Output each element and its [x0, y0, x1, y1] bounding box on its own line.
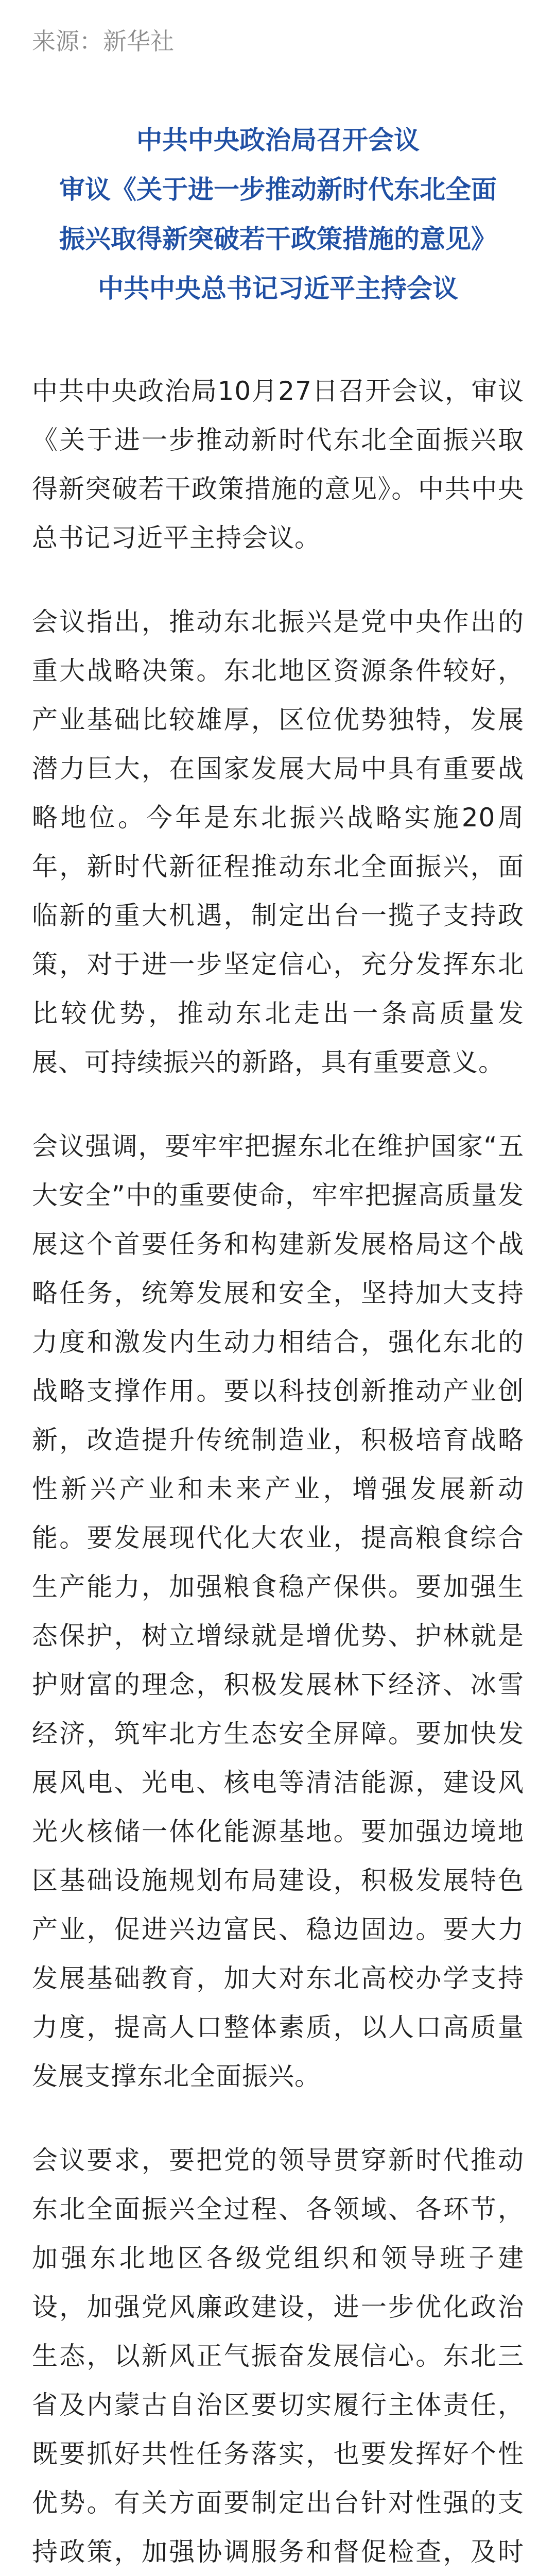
article-headline: [32, 115, 524, 313]
headline-line-3: 振兴取得新突破若干政策措施的意见》: [59, 224, 497, 254]
paragraph-4: 会议要求，要把党的领导贯穿新时代推动东北全面振兴全过程、各领域、各环节，加强东北地区各级党组织和领导班子建设，加强党风廉政建设，进一步优化政治生态，以新风正气振奋发展信心。东北三省及内蒙古自治区要切实履行主体责任，既要抓好共性任务落实，也要发挥好个性优势。有关方面要制定出台针对性强的支持政策，加强协调服务和督促检查，及时: [32, 2145, 524, 2567]
headline-line-1: 中共中央政治局召开会议: [136, 125, 420, 155]
headline-line-2: 审议《关于进一步推动新时代东北全面: [59, 175, 497, 205]
headline-line-4: 中共中央总书记习近平主持会议: [98, 274, 458, 303]
paragraph-2: 会议指出，推动东北振兴是党中央作出的重大战略决策。东北地区资源条件较好，产业基础比较雄厚，区位优势独特，发展潜力巨大，在国家发展大局中具有重要战略地位。今年是东北振兴战略实施20周年，新时代新征程推动东北全面振兴，面临新的重大机遇，制定出台一揽子支持政策，对于进一步坚定信心，充分发挥东北比较优势，推动东北走出一条高质量发展、可持续振兴的新路，具有重要意义。: [32, 607, 524, 1077]
source-line: 来源：新华社: [32, 27, 174, 55]
paragraph-1: 中共中央政治局10月27日召开会议，审议《关于进一步推动新时代东北全面振兴取得新突破若干政策措施的意见》。中共中央总书记习近平主持会议。: [32, 376, 524, 553]
paragraph-3: 会议强调，要牢牢把握东北在维护国家“五大安全”中的重要使命，牢牢把握高质量发展这个首要任务和构建新发展格局这个战略任务，统筹发展和安全，坚持加大支持力度和激发内生动力相结合，强化东北的战略支撑作用。要以科技创新推动产业创新，改造提升传统制造业，积极培育战略性新兴产业和未来产业，增强发展新动能。要发展现代化大农业，提高粮食综合生产能力，加强粮食稳产保供。要加强生态保护，树立增绿就是增优势、护林就是护财富的理念，积极发展林下经济、冰雪经济，筑牢北方生态安全屏障。要加快发展风电、光电、核电等清洁能源，建设风光火核储一体化能源基地。要加强边境地区基础设施规划布局建设，积极发展特色产业，促进兴边富民、稳边固边。要大力发展基础教育，加大对东北高校办学支持力度，提高人口整体素质，以人口高质量发展支撑东北全面振兴。: [32, 1131, 524, 2091]
